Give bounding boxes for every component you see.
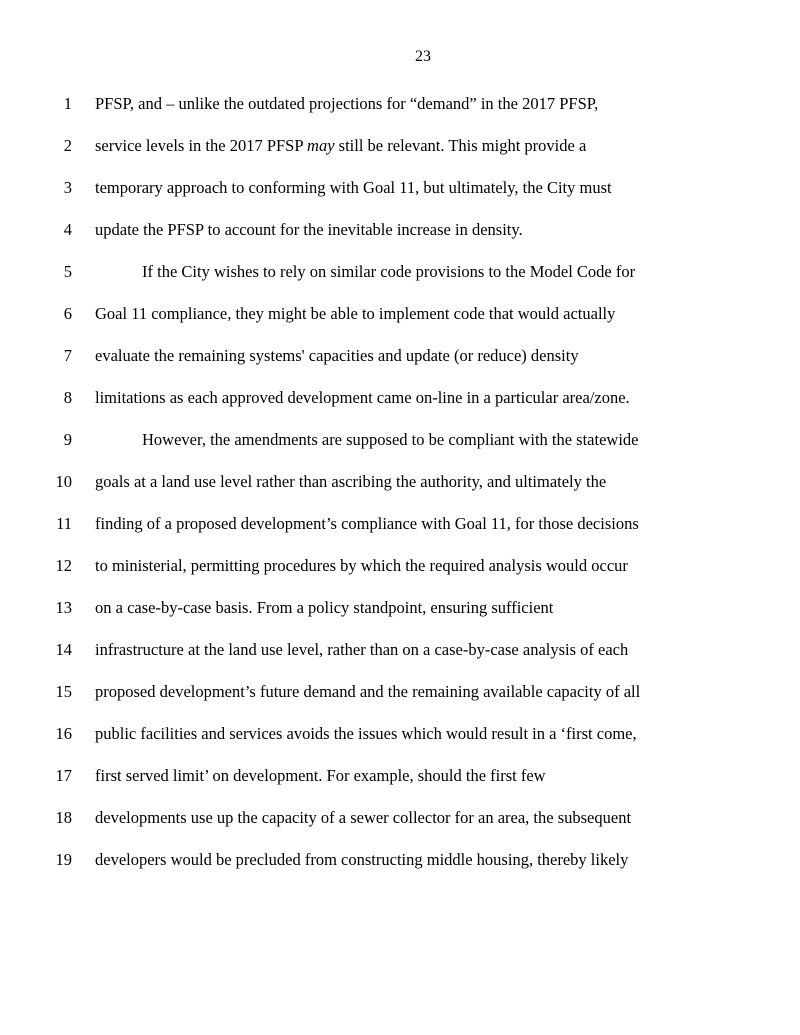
text-segment: first served limit’ on development. For example, should the first few — [95, 766, 546, 785]
text-segment: infrastructure at the land use level, rather than on a case-by-case analysis of each — [95, 640, 629, 659]
line-number: 10 — [55, 472, 72, 491]
line-text — [95, 346, 579, 366]
line-text — [95, 808, 631, 828]
text-line — [0, 556, 800, 598]
text-line — [0, 430, 800, 472]
line-text — [95, 304, 615, 324]
line-text — [142, 262, 635, 282]
text-segment: However, the amendments are supposed to be compliant with the statewide — [142, 430, 639, 449]
line-text — [95, 724, 637, 744]
line-text — [95, 640, 628, 660]
text-segment: to ministerial, permitting procedures by which the required analysis would occur — [95, 556, 628, 575]
text-line — [0, 94, 800, 136]
text-segment: temporary approach to conforming with Goal 11, but ultimately, the City must — [95, 178, 612, 197]
line-text — [95, 472, 606, 492]
text-segment: update the PFSP to account for the inevitable increase in density. — [95, 220, 523, 239]
text-segment: developers would be precluded from constructing middle housing, thereby likely — [95, 850, 629, 869]
text-segment: PFSP, and – unlike the outdated projections for “demand” in the 2017 PFSP, — [95, 94, 599, 113]
text-line — [0, 514, 800, 556]
text-segment: developments use up the capacity of a sewer collector for an area, the subsequent — [95, 808, 632, 827]
text-line — [0, 598, 800, 640]
text-segment: still be relevant. This might provide a — [334, 136, 587, 155]
line-text — [95, 598, 553, 618]
line-number: 6 — [63, 304, 72, 323]
text-line — [0, 136, 800, 178]
text-segment: finding of a proposed development’s compliance with Goal 11, for those decisions — [95, 514, 639, 533]
text-segment: Goal 11 compliance, they might be able to implement code that would actually — [95, 304, 616, 323]
line-number: 18 — [55, 808, 72, 827]
line-number: 4 — [63, 220, 72, 239]
line-text — [95, 220, 523, 240]
text-line — [0, 640, 800, 682]
line-text — [95, 94, 598, 114]
line-text — [95, 682, 640, 702]
text-segment: service levels in the 2017 PFSP — [95, 136, 308, 155]
line-text — [95, 556, 628, 576]
line-text — [142, 430, 639, 450]
text-line — [0, 388, 800, 430]
line-text — [95, 850, 628, 870]
text-line — [0, 262, 800, 304]
line-number: 1 — [63, 94, 72, 113]
line-text — [95, 178, 612, 198]
italic-text: may — [307, 136, 335, 155]
text-segment: on a case-by-case basis. From a policy standpoint, ensuring sufficient — [95, 598, 554, 617]
numbered-text-body — [0, 94, 800, 892]
text-segment: goals at a land use level rather than ascribing the authority, and ultimately the — [95, 472, 607, 491]
text-segment: proposed development’s future demand and the remaining available capacity of all — [95, 682, 641, 701]
text-line — [0, 304, 800, 346]
text-line — [0, 178, 800, 220]
line-number: 17 — [55, 766, 72, 785]
text-line — [0, 850, 800, 892]
line-text — [95, 766, 546, 786]
line-number: 16 — [55, 724, 72, 743]
page-number: 23 — [415, 48, 431, 65]
line-number: 11 — [56, 514, 72, 533]
line-number: 15 — [55, 682, 72, 701]
text-line — [0, 346, 800, 388]
line-number: 2 — [63, 136, 72, 155]
line-text — [95, 514, 639, 534]
text-line — [0, 472, 800, 514]
line-text — [95, 388, 630, 408]
line-number: 19 — [55, 850, 72, 869]
text-segment: evaluate the remaining systems' capacities and update (or reduce) density — [95, 346, 579, 365]
line-number: 14 — [55, 640, 72, 659]
text-line — [0, 724, 800, 766]
line-number: 5 — [63, 262, 72, 281]
text-line — [0, 682, 800, 724]
text-line — [0, 766, 800, 808]
line-number: 8 — [63, 388, 72, 407]
line-text — [95, 136, 586, 156]
line-number: 9 — [63, 430, 72, 449]
text-line — [0, 220, 800, 262]
line-number: 12 — [55, 556, 72, 575]
text-line — [0, 808, 800, 850]
text-segment: limitations as each approved development came on-line in a particular area/zone. — [95, 388, 630, 407]
line-number: 13 — [55, 598, 72, 617]
text-segment: If the City wishes to rely on similar code provisions to the Model Code for — [142, 262, 636, 281]
line-number: 7 — [63, 346, 72, 365]
text-segment: public facilities and services avoids the issues which would result in a ‘first come, — [95, 724, 637, 743]
line-number: 3 — [63, 178, 72, 197]
